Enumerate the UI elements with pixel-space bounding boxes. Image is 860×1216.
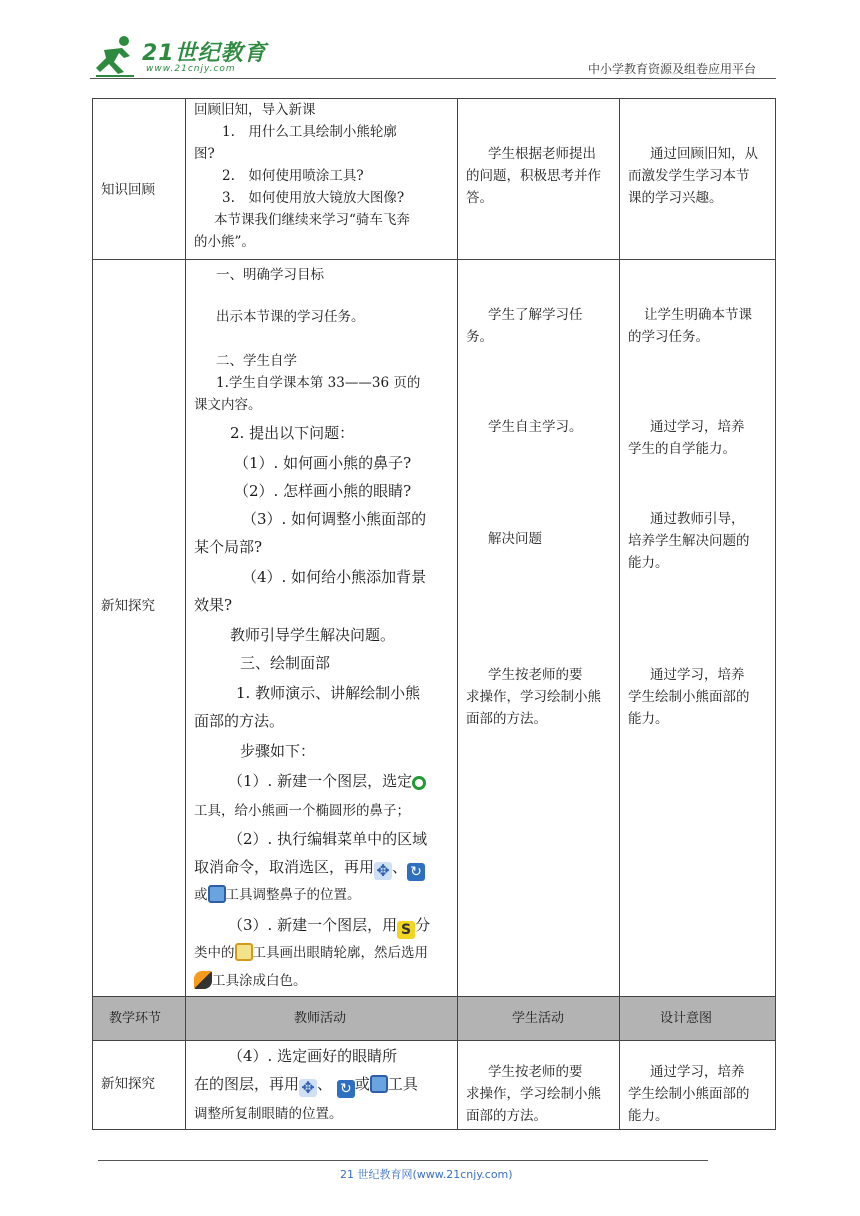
teacher-text bbox=[228, 770, 426, 793]
teacher-text: （3）. 如何调整小熊面部的 bbox=[242, 510, 427, 528]
intent-text: 让学生明确本节课 bbox=[644, 307, 752, 323]
teacher-text bbox=[194, 856, 425, 881]
rotate-tool-icon: ↻ bbox=[337, 1080, 355, 1098]
intent-text: 培养学生解决问题的 bbox=[628, 533, 750, 549]
step-text: 工具调整鼻子的位置。 bbox=[225, 887, 361, 903]
teacher-text bbox=[228, 914, 430, 939]
step-text: 在的图层，再用 bbox=[194, 1075, 300, 1093]
teacher-text: 二、学生自学 bbox=[216, 353, 297, 369]
section-cell bbox=[92, 1040, 185, 1130]
student-text: 学生根据老师提出 bbox=[488, 146, 596, 162]
logo-text: 21世纪教育 bbox=[142, 41, 267, 66]
step-text: 工具涂成白色。 bbox=[212, 973, 307, 989]
intent-text: 学生绘制小熊面部的 bbox=[628, 1086, 750, 1102]
teacher-text bbox=[194, 942, 428, 965]
table-header-cell bbox=[457, 996, 619, 1040]
table-header-cell bbox=[619, 996, 776, 1040]
scale-tool-icon bbox=[208, 885, 226, 903]
intent-text: 的学习任务。 bbox=[628, 329, 709, 345]
student-text: 务。 bbox=[466, 329, 493, 345]
teacher-text: 的小熊”。 bbox=[194, 234, 255, 250]
intent-text: 通过教师引导， bbox=[650, 511, 745, 527]
select-tool-icon: S bbox=[397, 921, 415, 939]
teacher-text: 面部的方法。 bbox=[194, 712, 285, 730]
header-divider bbox=[90, 78, 776, 79]
teacher-cell bbox=[185, 1040, 457, 1130]
intent-cell bbox=[619, 259, 776, 996]
student-text: 学生了解学习任 bbox=[488, 307, 583, 323]
teacher-text: （2）. 执行编辑菜单中的区域 bbox=[228, 830, 428, 848]
intent-text: 通过回顾旧知，从 bbox=[650, 146, 758, 162]
section-label: 新知探究 bbox=[101, 1076, 155, 1092]
ellipse-tool-icon bbox=[412, 776, 426, 790]
teacher-text: （2）. 怎样画小熊的眼睛? bbox=[234, 482, 412, 500]
teacher-text: 3. 如何使用放大镜放大图像? bbox=[222, 190, 405, 206]
teacher-text: 本节课我们继续来学习“骑车飞奔 bbox=[214, 212, 410, 228]
student-cell bbox=[457, 98, 619, 259]
intent-text: 能力。 bbox=[628, 555, 669, 571]
intent-text: 学生的自学能力。 bbox=[628, 441, 736, 457]
brush-tool-icon bbox=[194, 971, 212, 989]
separator-text: 、 bbox=[392, 858, 408, 876]
teacher-cell bbox=[185, 259, 457, 996]
student-text: 学生按老师的要 bbox=[488, 667, 583, 683]
teacher-text: 1. 教师演示、讲解绘制小熊 bbox=[236, 684, 421, 702]
student-text: 学生按老师的要 bbox=[488, 1064, 583, 1080]
student-text: 求操作，学习绘制小熊 bbox=[466, 1086, 601, 1102]
teacher-text: 回顾旧知，导入新课 bbox=[194, 102, 316, 118]
intent-text: 能力。 bbox=[628, 1108, 669, 1124]
teacher-text: 一、明确学习目标 bbox=[216, 267, 324, 283]
footer-divider bbox=[98, 1160, 708, 1161]
teacher-text: 三、绘制面部 bbox=[240, 654, 331, 672]
move-tool-icon: ✥ bbox=[299, 1079, 317, 1097]
column-header: 学生活动 bbox=[512, 1011, 565, 1026]
intent-text: 课的学习兴趣。 bbox=[628, 190, 723, 206]
teacher-text: 图? bbox=[194, 146, 215, 162]
teacher-text: 步骤如下： bbox=[240, 742, 316, 760]
intent-cell bbox=[619, 1040, 776, 1130]
teacher-text bbox=[194, 1073, 418, 1098]
student-text: 面部的方法。 bbox=[466, 1108, 547, 1124]
teacher-text: 调整所复制眼睛的位置。 bbox=[194, 1106, 343, 1122]
table-header-cell bbox=[185, 996, 457, 1040]
step-text: 分 bbox=[415, 916, 431, 934]
section-cell bbox=[92, 259, 185, 996]
student-cell bbox=[457, 259, 619, 996]
intent-text: 通过学习，培养 bbox=[650, 1064, 745, 1080]
teacher-text: （1）. 如何画小熊的鼻子? bbox=[234, 454, 412, 472]
circle-tool-icon bbox=[235, 943, 253, 961]
move-tool-icon: ✥ bbox=[374, 862, 392, 880]
teacher-text: （4）. 选定画好的眼睛所 bbox=[228, 1047, 398, 1065]
column-header: 教学环节 bbox=[109, 1011, 162, 1026]
step-text: （1）. 新建一个图层，选定 bbox=[228, 772, 413, 790]
student-text: 学生自主学习。 bbox=[488, 419, 583, 435]
section-cell bbox=[92, 98, 185, 259]
step-text: （3）. 新建一个图层，用 bbox=[228, 916, 398, 934]
or-text: 或 bbox=[354, 1075, 370, 1093]
footer-link[interactable]: 21 世纪教育网(www.21cnjy.com) bbox=[340, 1168, 513, 1181]
intent-cell bbox=[619, 98, 776, 259]
intent-text: 通过学习，培养 bbox=[650, 667, 745, 683]
column-header: 教师活动 bbox=[294, 1011, 347, 1026]
teacher-text: （4）. 如何给小熊添加背景 bbox=[242, 568, 427, 586]
section-label: 新知探究 bbox=[101, 598, 155, 614]
intent-text: 通过学习，培养 bbox=[650, 419, 745, 435]
teacher-text: 出示本节课的学习任务。 bbox=[216, 309, 365, 325]
student-cell bbox=[457, 1040, 619, 1130]
column-header: 设计意图 bbox=[660, 1011, 713, 1026]
student-text: 解决问题 bbox=[488, 531, 542, 547]
separator-text: 、 bbox=[317, 1075, 333, 1093]
logo bbox=[94, 30, 267, 78]
student-text: 面部的方法。 bbox=[466, 711, 547, 727]
step-text: 工具 bbox=[387, 1075, 418, 1093]
step-text: 取消命令，取消选区，再用 bbox=[194, 858, 375, 876]
section-label: 知识回顾 bbox=[101, 182, 155, 198]
intent-text: 而激发学生学习本节 bbox=[628, 168, 750, 184]
teacher-text: 2. 如何使用喷涂工具? bbox=[222, 168, 364, 184]
logo-url: www.21cnjy.com bbox=[146, 64, 236, 74]
step-text: 工具画出眼睛轮廓，然后选用 bbox=[252, 945, 428, 961]
teacher-cell bbox=[185, 98, 457, 259]
student-text: 的问题，积极思考并作 bbox=[466, 168, 601, 184]
teacher-text bbox=[194, 884, 361, 907]
page-header bbox=[90, 30, 776, 80]
teacher-text bbox=[194, 970, 307, 993]
student-text: 答。 bbox=[466, 190, 493, 206]
teacher-text: 教师引导学生解决问题。 bbox=[230, 626, 396, 644]
teacher-text: 某个局部? bbox=[194, 538, 263, 556]
runner-logo-icon bbox=[94, 34, 138, 78]
intent-text: 学生绘制小熊面部的 bbox=[628, 689, 750, 705]
teacher-text: 课文内容。 bbox=[194, 397, 262, 413]
student-text: 求操作，学习绘制小熊 bbox=[466, 689, 601, 705]
rotate-tool-icon: ↻ bbox=[407, 863, 425, 881]
teacher-text: 工具，给小熊画一个椭圆形的鼻子； bbox=[194, 803, 410, 819]
step-text: 类中的 bbox=[194, 945, 235, 961]
teacher-text: 2. 提出以下问题： bbox=[230, 424, 355, 442]
or-text: 或 bbox=[194, 887, 208, 903]
teacher-text: 效果? bbox=[194, 596, 233, 614]
intent-text: 能力。 bbox=[628, 711, 669, 727]
scale-tool-icon bbox=[370, 1075, 388, 1093]
teacher-text: 1.学生自学课本第 33——36 页的 bbox=[216, 375, 421, 391]
table-header-cell bbox=[92, 996, 185, 1040]
platform-label: 中小学教育资源及组卷应用平台 bbox=[587, 62, 756, 76]
teacher-text: 1. 用什么工具绘制小熊轮廓 bbox=[222, 124, 397, 140]
lesson-table bbox=[92, 98, 776, 1130]
